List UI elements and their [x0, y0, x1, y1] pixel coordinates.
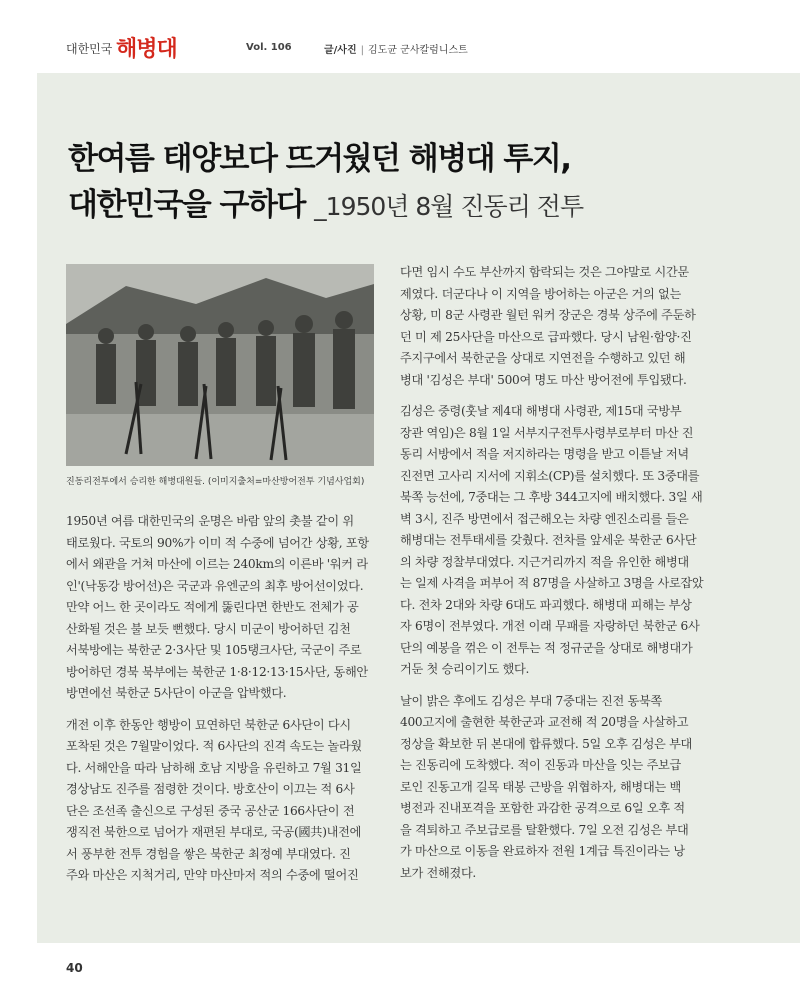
credit-label: 글/사진 — [324, 45, 357, 56]
body-line: 산화될 것은 불 보듯 뻔했다. 당시 미군이 방어하던 김천 — [66, 621, 351, 636]
body-line: 보가 전해졌다. — [400, 865, 476, 880]
body-line: 가 마산으로 이동을 완료하자 전원 1계급 특진이라는 낭 — [400, 844, 685, 858]
photo-caption: 진동리전투에서 승리한 해병대원들. (이미지출처=마산방어전투 기념사업회) — [66, 477, 365, 487]
body-line: 장관 역임)은 8월 1일 서부지구전투사령부로부터 마산 진 — [400, 425, 694, 440]
body-line: 서북방에는 북한군 2·3사단 및 105탱크사단, 국군이 주로 — [66, 643, 362, 657]
body-line: 다. 전차 2대와 차량 6대도 파괴했다. 해병대 피해는 부상 — [400, 597, 692, 612]
body-line: 는 진동리에 도착했다. 적이 진동과 마산을 잇는 주보급 — [400, 758, 682, 772]
article-title-main: 대한민국을 구하다 — [68, 187, 305, 223]
article-title-line2 — [68, 179, 583, 224]
body-line: 주와 마산은 지척거리, 만약 마산마저 적의 수중에 떨어진 — [66, 868, 359, 882]
body-line: 방면에선 북한군 5사단이 아군을 압박했다. — [66, 686, 287, 700]
body-line: 인'(낙동강 방어선)은 국군과 유엔군의 최후 방어선이었다. — [66, 578, 364, 593]
article-photo — [66, 264, 374, 466]
body-line: 해병대는 전투태세를 갖췄다. 전차를 앞세운 북한군 6사단 — [400, 533, 697, 547]
body-line: 에서 왜관을 거쳐 마산에 이르는 240km의 이른바 '워커 라 — [66, 557, 368, 571]
body-column-right — [400, 262, 718, 884]
body-line: 동리 서방에서 적을 저지하라는 명령을 받고 이튿날 저녁 — [400, 447, 689, 461]
body-line: 서 풍부한 전투 경험을 쌓은 북한군 최정예 부대였다. 진 — [66, 846, 351, 861]
body-line: 제였다. 더군다나 이 지역을 방어하는 아군은 거의 없는 — [400, 286, 682, 301]
body-line: 쟁직전 북한으로 넘어가 재편된 부대로, 국공(國共)내전에 — [66, 825, 362, 839]
body-line: 병대 '김성은 부대' 500여 명도 마산 방어전에 투입됐다. — [400, 372, 687, 387]
body-line: 만약 어느 한 곳이라도 적에게 뚫린다면 한반도 전체가 공 — [66, 600, 359, 614]
body-line: 방어하던 경북 북부에는 북한군 1·8·12·13·15사단, 동해안 — [66, 664, 368, 679]
byline-separator: | — [360, 45, 365, 56]
body-line: 김성은 중령(훗날 제4대 해병대 사령관, 제15대 국방부 — [400, 404, 682, 418]
paragraph-gap — [400, 681, 718, 691]
photo-illustration — [66, 264, 374, 466]
body-line: 주지구에서 북한군을 상대로 지연전을 수행하고 있던 해 — [400, 351, 686, 365]
credit-name: 김도균 군사칼럼니스트 — [368, 45, 468, 56]
body-line: 의 차량 정찰부대였다. 지근거리까지 적을 유인한 해병대 — [400, 554, 689, 569]
body-line: 벽 3시, 진주 방면에서 접근해오는 차량 엔진소리를 들은 — [400, 511, 689, 526]
article-title-line1: 한여름 태양보다 뜨거웠던 해병대 투지, — [68, 141, 571, 177]
body-line: 는 일제 사격을 퍼부어 적 87명을 사살하고 3명을 사로잡았 — [400, 576, 704, 590]
body-line: 병전과 진내포격을 포함한 과감한 공격으로 6일 오후 적 — [400, 801, 685, 815]
body-line: 로인 진동고개 길목 태봉 근방을 위협하자, 해병대는 백 — [400, 779, 682, 794]
body-line: 다. 서해안을 따라 남하해 호남 지방을 유린하고 7월 31일 — [66, 760, 362, 775]
paragraph-gap — [400, 391, 718, 401]
body-column-left — [66, 511, 378, 887]
body-line: 태로웠다. 국토의 90%가 이미 적 수중에 넘어간 상황, 포항 — [66, 535, 369, 550]
body-line: 경상남도 진주를 점령한 것이다. 방호산이 이끄는 적 6사 — [66, 782, 355, 796]
body-line: 1950년 여름 대한민국의 운명은 바람 앞의 촛불 같이 위 — [66, 514, 354, 528]
body-line: 거둔 첫 승리이기도 했다. — [400, 662, 530, 676]
body-line: 단의 예봉을 꺾은 이 전투는 적 정규군을 상대로 해병대가 — [400, 640, 693, 655]
body-line: 개전 이후 한동안 행방이 묘연하던 북한군 6사단이 다시 — [66, 717, 351, 732]
paragraph-gap — [66, 705, 378, 715]
byline — [324, 41, 468, 56]
body-line: 포착된 것은 7월말이었다. 적 6사단의 진격 속도는 놀라웠 — [66, 739, 362, 753]
body-line: 날이 밝은 후에도 김성은 부대 7중대는 진전 동북쪽 — [400, 693, 662, 708]
body-line: 다면 임시 수도 부산까지 함락되는 것은 그야말로 시간문 — [400, 265, 689, 279]
brand-logo: 해병대 — [116, 37, 177, 62]
body-line: 진전면 고사리 지서에 지휘소(CP)를 설치했다. 또 3중대를 — [400, 468, 700, 483]
volume-number: Vol. 106 — [246, 42, 292, 53]
body-line: 을 격퇴하고 주보급로를 탈환했다. 7일 오전 김성은 부대 — [400, 822, 689, 837]
body-line: 북쪽 능선에, 7중대는 그 후방 344고지에 배치했다. 3일 새 — [400, 490, 703, 504]
page-number: 40 — [66, 961, 83, 975]
article-subtitle: _1950년 8월 진동리 전투 — [314, 192, 584, 221]
brand-small: 대한민국 — [66, 42, 113, 56]
body-line: 정상을 확보한 뒤 본대에 합류했다. 5일 오후 김성은 부대 — [400, 736, 693, 751]
body-line: 상황, 미 8군 사령관 월턴 워커 장군은 경북 상주에 주둔하 — [400, 308, 696, 322]
running-header — [66, 36, 766, 66]
body-line: 자 6명이 전부였다. 개전 이래 무패를 자랑하던 북한군 6사 — [400, 619, 700, 633]
body-line: 단은 조선족 출신으로 구성된 중국 공산군 166사단이 전 — [66, 803, 355, 818]
body-line: 던 미 제 25사단을 마산으로 급파했다. 당시 남원·함양·진 — [400, 329, 692, 344]
body-line: 400고지에 출현한 북한군과 교전해 적 20명을 사살하고 — [400, 715, 689, 729]
